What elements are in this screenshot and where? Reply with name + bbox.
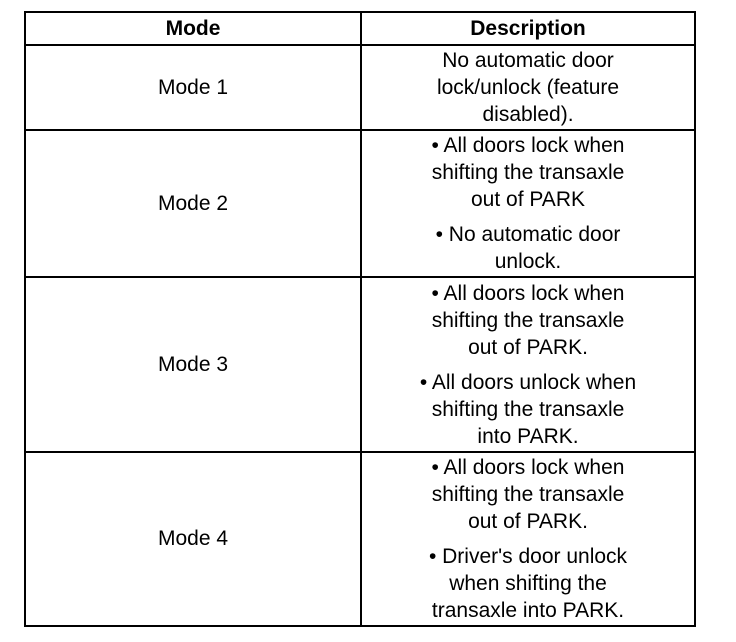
table-row [25,45,695,130]
mode-column-header: Mode [25,12,361,45]
description-bullet: • All doors lock when shifting the transaxle out of PARK. [431,281,625,359]
header-row [25,12,695,45]
mode-cell: Mode 2 [25,130,361,277]
table-row [25,452,695,626]
description-column-header: Description [361,12,695,45]
description-cell [361,45,695,130]
description-cell [361,452,695,626]
door-lock-mode-table [24,11,696,627]
mode-cell: Mode 1 [25,45,361,130]
description-bullet: • All doors unlock when shifting the transaxle into PARK. [419,370,637,448]
mode-cell: Mode 4 [25,452,361,626]
description-bullet: • Driver's door unlock when shifting the transaxle into PARK. [428,545,628,622]
table-row [25,130,695,277]
description-text: No automatic door lock/unlock (feature disabled). [436,49,620,126]
description-bullet: • All doors lock when shifting the transaxle out of PARK. [431,456,625,533]
description-cell [361,277,695,452]
description-bullet: • No automatic door unlock. [435,223,621,273]
description-bullet: • All doors lock when shifting the transaxle out of PARK [431,134,625,211]
mode-cell: Mode 3 [25,277,361,452]
table-row [25,277,695,452]
description-cell [361,130,695,277]
